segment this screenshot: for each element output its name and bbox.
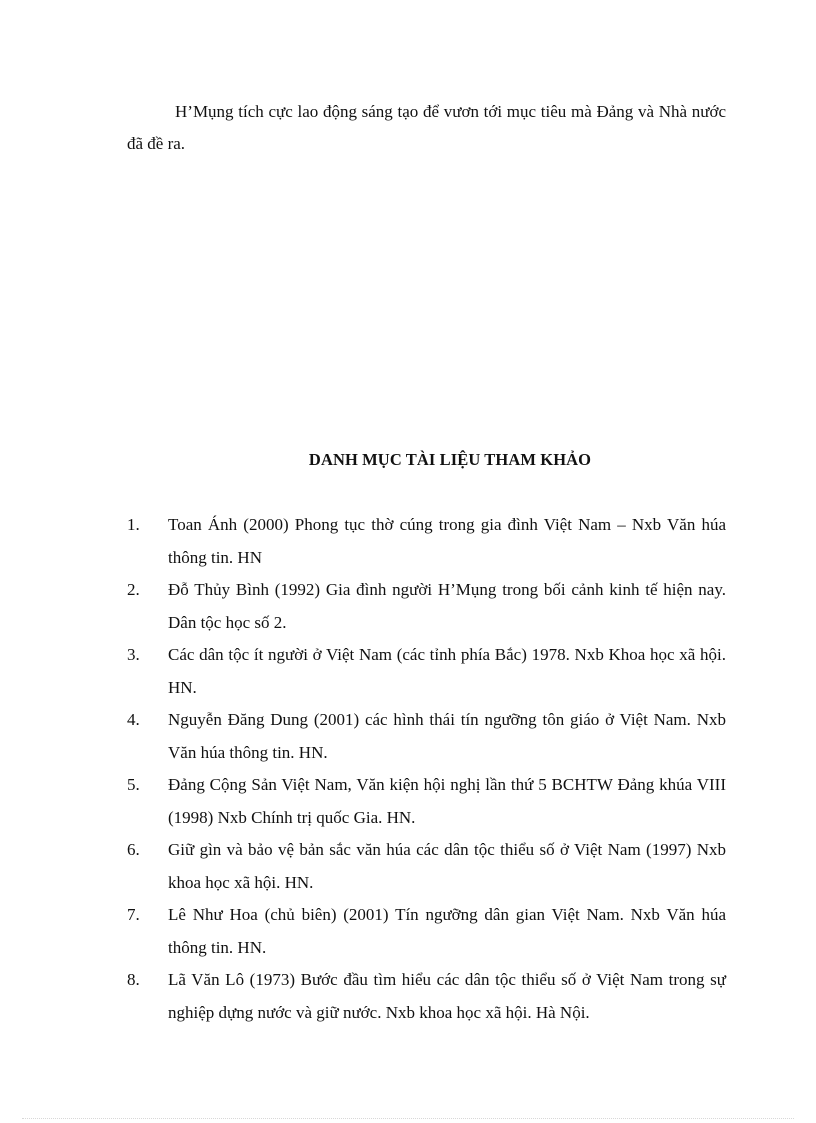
reference-item	[127, 704, 726, 769]
reference-number: 7.	[127, 905, 140, 924]
reference-number: 4.	[127, 710, 140, 729]
reference-text: Các dân tộc ít người ở Việt Nam (các tỉnh phía Bắc) 1978. Nxb Khoa học xã hội. HN.	[168, 645, 726, 697]
reference-text: Lã Văn Lô (1973) Bước đầu tìm hiểu các dân tộc thiểu số ở Việt Nam trong sự nghiệp dựng nước và giữ nước. Nxb khoa học xã hội. Hà Nội.	[168, 970, 726, 1022]
reference-item	[127, 574, 726, 639]
reference-item	[127, 834, 726, 899]
reference-item	[127, 639, 726, 704]
reference-text: Đỗ Thủy Bình (1992) Gia đình người H’Mụng trong bối cảnh kinh tế hiện nay. Dân tộc học số 2.	[168, 580, 726, 632]
reference-item	[127, 769, 726, 834]
reference-text: Giữ gìn và bảo vệ bản sắc văn húa các dân tộc thiểu số ở Việt Nam (1997) Nxb khoa học xã hội. HN.	[168, 840, 726, 892]
page-footer-divider	[22, 1118, 794, 1119]
reference-text: Toan Ánh (2000) Phong tục thờ cúng trong gia đình Việt Nam – Nxb Văn húa thông tin. HN	[168, 515, 726, 567]
reference-number: 3.	[127, 645, 140, 664]
reference-item	[127, 899, 726, 964]
reference-number: 6.	[127, 840, 140, 859]
reference-number: 1.	[127, 515, 140, 534]
reference-number: 5.	[127, 775, 140, 794]
references-heading: DANH MỤC TÀI LIỆU THAM KHẢO	[308, 450, 592, 469]
references-list	[127, 509, 726, 1029]
reference-text: Đảng Cộng Sản Việt Nam, Văn kiện hội nghị lần thứ 5 BCHTW Đảng khúa VIII (1998) Nxb Chính trị quốc Gia. HN.	[168, 775, 726, 827]
reference-item	[127, 509, 726, 574]
reference-number: 8.	[127, 970, 140, 989]
reference-item	[127, 964, 726, 1029]
intro-paragraph: H’Mụng tích cực lao động sáng tạo để vươn tới mục tiêu mà Đảng và Nhà nước đã đề ra.	[127, 102, 726, 153]
reference-text: Nguyễn Đăng Dung (2001) các hình thái tín ngưỡng tôn giáo ở Việt Nam. Nxb Văn húa thông tin. HN.	[168, 710, 726, 762]
reference-number: 2.	[127, 580, 140, 599]
reference-text: Lê Như Hoa (chủ biên) (2001) Tín ngưỡng dân gian Việt Nam. Nxb Văn húa thông tin. HN.	[168, 905, 726, 957]
